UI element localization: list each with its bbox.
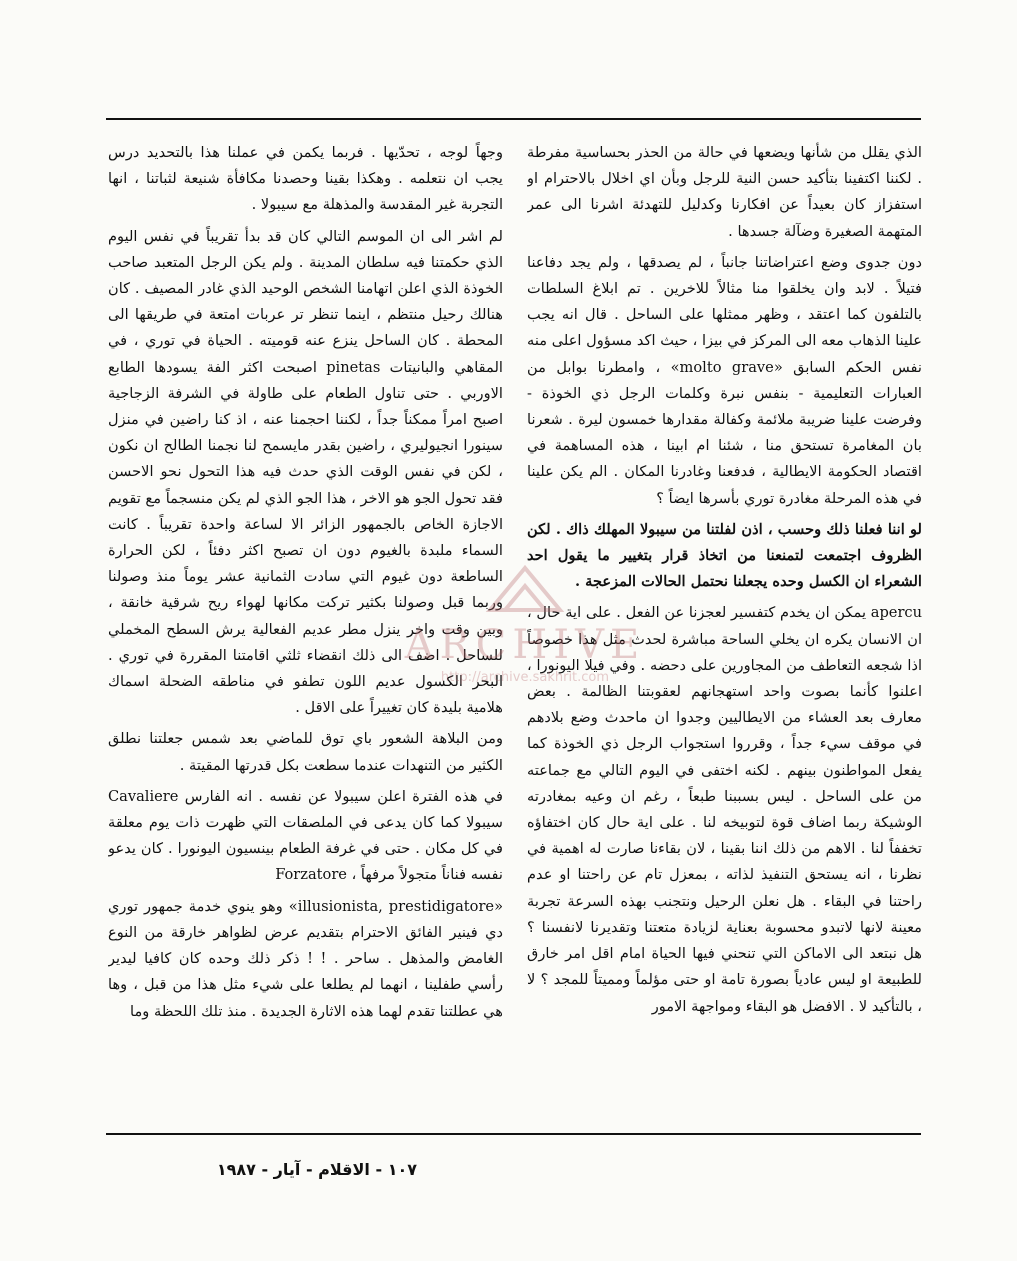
paragraph: لو اننا فعلنا ذلك وحسب ، اذن لفلتنا من سيبولا المهلك ذاك . لكن الظروف اجتمعت لتمنعنا من اتخاذ قرار بتغيير ما يقول احد الشعراء ان الكسل وحده يجعلنا نحتمل الحالات المزعجة . bbox=[527, 520, 922, 591]
paragraph: دون جدوى وضع اعتراضاتنا جانباً ، لم يصدقها ، ولم يجد دفاعنا فتيلاً . لابد وان يخلقوا منا مثالاً للاخرين . تم ابلاغ السلطات بالتلفون كما اعتقد ، وظهر ممثلها على الساحل . قال انه يجب علينا الذهاب معه الى المركز في بيزا ، حيث اكد مسؤول اعلى منه نفس الحكم السابق «molto grave» ، وامطرنا بوابل من العبارات التعليمية - بنفس نبرة وكلمات الرجل ذي الخوذة - وفرضت علينا ضريبة ملائمة وكفالة مقدارها خمسون ليرة . شعرنا بان المغامرة تستحق منا ، شئنا ام ابينا ، هذه المساهمة في اقتصاد الحكومة الايطالية ، فدفعنا وغادرنا المكان . الم يكن علينا في هذه المرحلة مغادرة توري بأسرها ايضاً ؟ bbox=[527, 253, 922, 507]
paragraph: الذي يقلل من شأنها ويضعها في حالة من الحذر بحساسية مفرطة . لكننا اكتفينا بتأكيد حسن النية للرجل وبأن اي اخلال بالاحترام او استفزاز كان بعيداً عن افكارنا وكدليل للتهدئة اشرنا الى عمر المتهمة الصغيرة وضآلة جسدها . bbox=[527, 144, 922, 240]
watermark-word: ARCHIVE bbox=[404, 622, 646, 668]
right-column bbox=[527, 140, 922, 1125]
paragraph: «illusionista, prestidigatore» وهو ينوي خدمة جمهور توري دي فينير الفائق الاحترام بتقديم عرض لظواهر خارقة من النوع الغامض والمذهل . ساحر . ! ! ذكر ذلك وحده كان كافيا ليدير رأسي طفلينا ، انهما لم يطلعا على شيء مثل هذا من قبل ، وها هي عطلتنا تقدم لهما هذه الاثارة الجديدة . منذ تلك اللحظة وما bbox=[108, 897, 503, 1020]
paragraph: في هذه الفترة اعلن سيبولا عن نفسه . انه الفارس Cavaliere سيبولا كما كان يدعى في الملصقات التي ظهرت ذات يوم معلقة في كل مكان . حتى في غرفة الطعام بينسيون اليونورا . كان يدعو نفسه فناناً متجولاً مرفهاً ، Forzatore bbox=[108, 787, 503, 884]
paragraph: ومن البلاهة الشعور باي توق للماضي بعد شمس جعلتنا نطلق الكثير من التنهدات عندما سطعت بكل قدرتها المقيتة . bbox=[108, 730, 503, 774]
bottom-rule bbox=[106, 1133, 921, 1135]
paragraph: apercu يمكن ان يخدم كتفسير لعجزنا عن الفعل . على اية حال ، ان الانسان يكره ان يخلي الساحة مباشرة لحدث مثل هذا خصوصاً اذا شجعه التعاطف من المجاورين على دحضه . وفي فيلا اليونورا ، اعلنوا كأنما بصوت واحد استهجانهم لعقوبتنا الظالمة . بعض معارف بعد العشاء من الايطاليين وجدوا ان ماحدث وضع بلادهم في موقف سيء جداً ، وقرروا استجواب الرجل ذي الخوذة كما يفعل المواطنون بينهم . لكنه اختفى في اليوم التالي مع جماعته من على الساحل . ليس بسببنا طبعاً ، رغم ان وعيه بمغادرته الوشيكة ربما اضاف قوة لتوبيخه لنا . على اية حال كان اختفاؤه تخففاً لنا . الاهم من ذلك اننا بقينا ، لان بقاءنا صارت له اهمية في نظرنا ، انه يستحق التنفيذ لذاته ، بمعزل تام عن راحتنا او عدم راحتنا في البقاء . هل نعلن الرحيل ونتجنب بهذه السرعة تجربة معينة لانها لاتبدو محسوبة بعناية لزيادة متعتنا وتقديرنا لانفسنا ؟ هل نبتعد الى الاماكن التي تنحني فيها الحياة امام اقل امر خارق للطبيعة او ليس عادياً بصورة تامة او حتى مؤلماً ومميتاً للمجد ؟ لا ، بالتأكيد لا . الافضل هو البقاء ومواجهة الامور bbox=[527, 604, 922, 1015]
page-footer: ١٠٧ - الاقلام - آيار - ١٩٨٧ bbox=[216, 1160, 417, 1179]
left-column bbox=[108, 140, 503, 1125]
top-rule bbox=[106, 118, 921, 120]
paragraph: لم اشر الى ان الموسم التالي كان قد بدأ تقريباً في نفس اليوم الذي حكمتنا فيه سلطان المدينة . ولم يكن الرجل المتعبد صاحب الخوذة الذي اعلن اتهامنا الشخص الوحيد الذي غادر المصيف . كان هنالك رحيل منتظم ، اينما تنظر تر عربات امتعة في طريقها الى المحطة . كان الساحل ينزع عنه قوميته . الحياة في توري ، في المقاهي والبانيتات pinetas اصبحت اكثر الفة يسودها الطابع الاوربي . حتى تناول الطعام على طاولة في الشرفة الزجاجية اصبح امراً ممكناً جداً ، لكننا احجمنا عنه ، اذ كنا راضين في منزل سينورا انجيوليري ، راضين بقدر مايسمح لنا نجمنا الطالح ان نكون ، لكن في نفس الوقت الذي حدث فيه هذا التحول نحو الاحسن فقد تحول الجو هو الاخر ، هذا الجو الذي لم يكن منسجماً مع تقويم الاجازة الخاص بالجمهور الزائر الا لساعة واحدة تقريباً . كانت السماء ملبدة بالغيوم دون ان تصبح اكثر دفئاً ، لكن الحرارة الساطعة دون غيوم التي سادت الثمانية عشر يوماً منذ وصولنا وربما قبل وصولنا بكثير تركت مكانها لهواء ريح شرقية خانقة ، وبين وقت واخر ينزل مطر عديم الفعالية يرش السطح المخملي للساحل . اضف الى ذلك انقضاء ثلثي اقامتنا المقررة في توري . البحر الكسول عديم اللون تطفو في مناطقه الضحلة اسماك هلامية بليدة كان تغييراً على الاقل . bbox=[108, 227, 503, 717]
watermark-url: http://archive.sakhrit.com bbox=[440, 670, 610, 685]
paragraph: وجهاً لوجه ، تحدّيها . فربما يكمن في عملنا هذا بالتحديد درس يجب ان نتعلمه . وهكذا بقينا وحصدنا مكافأة شنيعة لثباتنا ، انها التجربة غير المقدسة والمذهلة مع سيبولا . bbox=[108, 144, 503, 214]
